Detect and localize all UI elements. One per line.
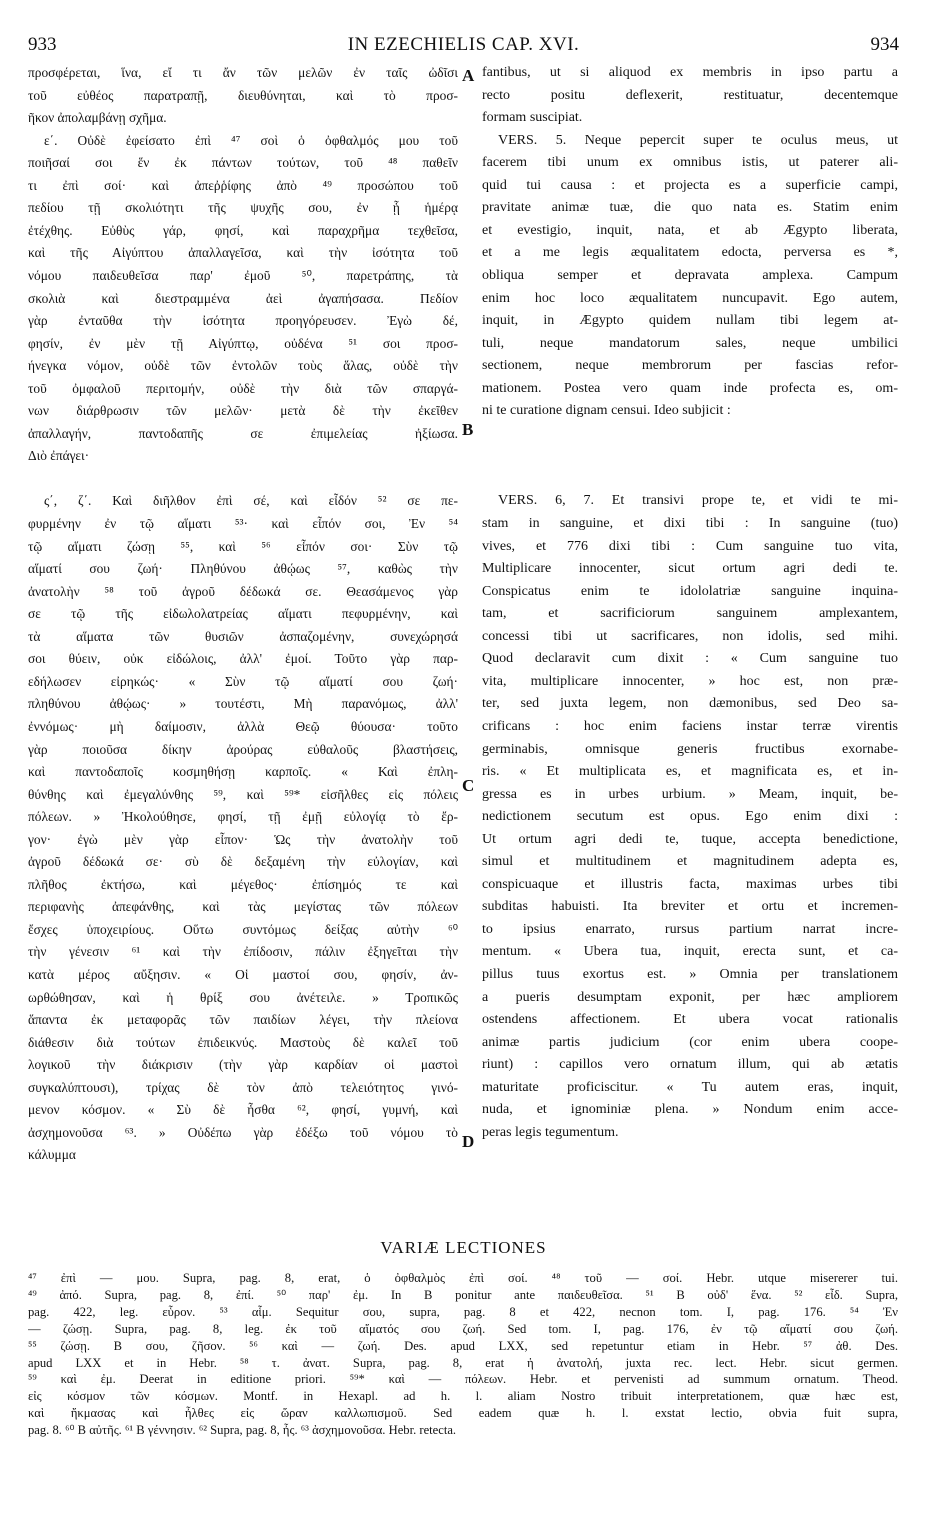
greek-text-line: ἐτέχθης. Εὐθὺς γάρ, φησί, καὶ παραχρῆμα τεχθεῖσα, xyxy=(28,222,458,238)
greek-text-line: ήνεγκα νόμον, οὐδὲ τῶν ἐντολῶν τοὺς ἅλας, οὐδὲ τὴν xyxy=(28,358,458,374)
latin-text-line: maturitate proficiscitur. « Tu autem eras, inquit, xyxy=(482,1079,898,1095)
greek-text-line: συγκαλύπτουσι), τρίχας δὲ τὸν ἀπὸ τελειότητος γινό- xyxy=(28,1079,458,1095)
latin-text-line: nedictionem secutum est opus. Ego enim dixi : xyxy=(482,809,898,825)
page-number-left: 933 xyxy=(28,34,57,55)
greek-text-line: σκολιὰ καὶ διεστραμμένα ἀεὶ ἀγαπήσασα. Πεδίον xyxy=(28,290,458,306)
latin-text-line: a pueris desumptam exponit, per hæc ampliorem xyxy=(482,989,898,1005)
latin-text-line: enim hoc loco æqualitatem nuncupavit. Ego autem, xyxy=(482,290,898,306)
latin-text-line xyxy=(482,445,898,467)
variant-reading-line: — ζώσῃ. Supra, pag. 8, leg. ἐκ τοῦ αἵματός σου ζωή. Sed tom. I, pag. 176, ἐν τῷ αἵματί σου ζωή. xyxy=(28,1321,898,1336)
greek-text-line: φυρμένην ἐν τῷ αἵματι ⁵³· καὶ εἶπόν σοι, Ἐν ⁵⁴ xyxy=(28,516,458,531)
greek-text-line: τοῦ εὐθέος παρατραπῇ, διευθύνηται, καὶ τὸ προσ- xyxy=(28,87,458,103)
variant-reading-line: εἰς κόσμον τῶν κόσμων. Montf. in Hexapl. ad h. l. aliam Nostro tribuit interpretationem, quæ hæc est, xyxy=(28,1389,898,1404)
greek-text-line: ἔσχες ὑποχειρίους. Οὕτω συντόμως δείξας αὐτὴν ⁶⁰ xyxy=(28,921,458,937)
variant-reading-line: ⁴⁷ ἐπὶ — μου. Supra, pag. 8, erat, ὁ ὀφθαλμὸς ἐπὶ σοί. ⁴⁸ τοῦ — σοί. Hebr. utque misererer tui. xyxy=(28,1271,898,1285)
greek-text-line: γὰρ ἐνταῦθα τὴν ἰσότητα προηγόρευσεν. Ἐγὼ δέ, xyxy=(28,313,458,329)
greek-text-line: καὶ τῆς Αἰγύπτου ἀπαλλαγεῖσα, καὶ τὴν ἰσότητα τοῦ xyxy=(28,245,458,261)
greek-text-line: θύνθης καὶ ἐμεγαλύνθης ⁵⁹, καὶ ⁵⁹* εἰσῆλθες εἰς πόλεις xyxy=(28,786,458,802)
greek-text-line: ἀπαλλαγήν, παντοδαπῆς σε ἐπιμελείας ἠξίωσα. xyxy=(28,425,458,441)
latin-text-line: vita, multiplicare innocenter, » hoc est, non præ- xyxy=(482,673,898,689)
latin-text-line xyxy=(482,468,898,490)
latin-text-line: ris. « Et multiplicata es, et magnificata es, et in- xyxy=(482,764,898,780)
greek-text-line xyxy=(28,468,458,490)
greek-text-line: ἀσχημονοῦσα ⁶³. » Οὐδέπω γὰρ ἐδέξω τοῦ νόμου τὸ xyxy=(28,1124,458,1140)
greek-text-line: τὴν γένεσιν ⁶¹ καὶ τὴν ἐπίδοσιν, πάλιν ἐξηγεῖται τὴν xyxy=(28,944,458,960)
latin-text-line: VERS. 5. Neque pepercit super te oculus meus, ut xyxy=(498,132,898,148)
latin-text-line: gressa es in urbes urbium. » Meam, inquit, be- xyxy=(482,786,898,802)
greek-text-line: ποιῆσαί σοι ἕν ἐκ πάντων τούτων, τοῦ ⁴⁸ παθεῖν xyxy=(28,155,458,171)
latin-text-line: obliqua semper et depravata amplexa. Campum xyxy=(482,267,898,283)
margin-letter-a: A xyxy=(462,66,475,85)
margin-letter-d: D xyxy=(462,1132,475,1151)
latin-text-line: sectionem, neque membrorum per fascias refor- xyxy=(482,358,898,374)
latin-text-line: et evestigio, inquit, nata, et ab Ægypto liberata, xyxy=(482,222,898,238)
latin-text-line: vives, et 776 dixi tibi : Cum sanguine tuo vita, xyxy=(482,538,898,554)
latin-text-line: inquit, in Ægypto quidem nullam tibi legem at- xyxy=(482,313,898,329)
greek-text-line: τὰ αἵματα τῶν θυσιῶν ἀσπαζομένην, συνεχώρησά xyxy=(28,628,458,644)
greek-text-line: πόλεων. » Ἠκολούθησε, φησί, τῇ ἐμῇ εὐλογίᾳ τὸ ἔρ- xyxy=(28,809,458,825)
greek-text-line: τοῦ ὀμφαλοῦ περιτομήν, οὐδὲ τὴν διὰ τῶν σπαργά- xyxy=(28,380,458,396)
page-number-right: 934 xyxy=(870,34,899,55)
greek-text-line: κατὰ μέρος αὔξησιν. « Οἱ μαστοί σου, φησίν, ἀν- xyxy=(28,967,458,982)
variant-reading-line: ⁴⁹ ἀπό. Supra, pag. 8, ἐπί. ⁵⁰ παρ' ἐμ. In B ponitur ante παιδευθεῖσα. ⁵¹ B οὐδ' ἕνα. ⁵² εἶδ. Supra, xyxy=(28,1287,898,1302)
greek-text-line: πλῆθος ἐκτήσω, καὶ μέγεθος· ἐπίσημός τε καὶ xyxy=(28,876,458,892)
greek-text-line: τῷ αἵματι ζώσῃ ⁵⁵, καὶ ⁵⁶ εἶπόν σοι· Σὺν τῷ xyxy=(28,538,458,554)
latin-text-line: subditas habuisti. Ita breviter et ortu et incremen- xyxy=(482,899,898,915)
latin-text-line: Multiplicare innocenter, sicut ortum agri dedi te. xyxy=(482,561,898,577)
latin-text-line: nuda, et ignominiæ plena. » Nondum enim acce- xyxy=(482,1102,898,1118)
greek-text-line: αἵματί σου ζωή· Πληθύνου ἀθῴως ⁵⁷, καθὼς τὴν xyxy=(28,561,458,577)
latin-text-line: formam suscipiat. xyxy=(482,110,583,126)
greek-text-line: ς΄, ζ΄. Καὶ διῆλθον ἐπὶ σέ, καὶ εἶδόν ⁵² σε πε- xyxy=(44,493,458,509)
latin-text-line: Quod declaravit cum dixit : « Cum sanguine tuo xyxy=(482,651,898,667)
latin-text-line: animæ partis judicium (cor enim ubera coope- xyxy=(482,1034,898,1050)
latin-text-line: facerem tibi unum ex omnibus istis, ut paterer ali- xyxy=(482,155,898,171)
greek-text-line: ε΄. Οὐδὲ ἐφείσατο ἐπὶ ⁴⁷ σοὶ ὁ ὀφθαλμός μου τοῦ xyxy=(44,132,458,148)
latin-text-line: quid tui causa : et projecta es a superficie campi, xyxy=(482,177,898,193)
latin-text-line: concessi tibi ut sacrificares, non idolis, sed mihi. xyxy=(482,628,898,644)
latin-text-line: peras legis tegumentum. xyxy=(482,1124,619,1140)
latin-text-line: conspicuaque et illustris facta, maximas urbes tibi xyxy=(482,876,898,892)
running-header xyxy=(28,34,899,60)
variant-reading-line: apud LXX et in Hebr. ⁵⁸ τ. ἀνατ. Supra, pag. 8, erat ἡ ἀνατολή, juxta rec. lect. Hebr. sicut germen. xyxy=(28,1355,898,1370)
variant-reading-line: pag. 8. ⁶⁰ B αὐτῆς. ⁶¹ B γέννησιν. ⁶² Supra, pag. 8, ἦς. ⁶³ ἀσχημονοῦσα. Hebr. retecta. xyxy=(28,1423,457,1438)
greek-text-line: μενον κόσμον. « Σὺ δὲ ἦσθα ⁶², φησί, γυμνή, καὶ xyxy=(28,1102,458,1118)
greek-text-line: κάλυμμα xyxy=(28,1147,76,1163)
greek-text-line: ῆκον ἀπολαμβάνῃ σχῆμα. xyxy=(28,110,167,126)
greek-text-line: ἐννόμως· μὴ δαίμοσιν, ἀλλὰ Θεῷ θύουσα· τοῦτο xyxy=(28,718,458,734)
latin-text-line: crificans : hoc enim faciens instar terræ virentis xyxy=(482,718,898,734)
greek-text-line: περιφανὴς ἀπεφάνθης, καὶ τὰς μεγίστας τῶν πόλεων xyxy=(28,899,458,915)
latin-text-line: tam, et sacrificiorum sanguinem amplexantem, xyxy=(482,606,898,622)
latin-text-line: stam in sanguine, et dixi tibi : In sanguine (tuo) xyxy=(482,516,898,531)
latin-text-line: ni te curatione dignam censui. Ideo subjicit : xyxy=(482,403,731,419)
margin-letter-c: C xyxy=(462,776,475,795)
greek-text-line: καὶ παντοδαποῖς κοσμηθήσῃ καρποῖς. « Καὶ ἐπλη- xyxy=(28,764,458,780)
latin-text-line: recto positu deflexerit, restituatur, decentemque xyxy=(482,87,898,103)
latin-text-line: simul et multitudinem et magnitudinem adepta es, xyxy=(482,854,898,870)
latin-text-line: VERS. 6, 7. Et transivi prope te, et vidi te mi- xyxy=(498,493,898,509)
latin-text-line: fantibus, ut si aliquod ex membris in ipso partu a xyxy=(482,65,898,80)
latin-text-line: pravitate animæ tuæ, die quo nata es. Statim enim xyxy=(482,200,898,216)
latin-text-line: mationem. Postea vero quam inde profecta es, om- xyxy=(482,380,898,396)
latin-text-line xyxy=(482,423,898,445)
latin-text-line: Conspicatus enim te idololatriæ sanguine inquina- xyxy=(482,583,898,599)
greek-text-line: εδήλωσεν εἰρηκώς· « Σὺν τῷ αἵματί σου ζωή· xyxy=(28,673,458,689)
latin-text-line: ter, sed juxta legem, non dæmonibus, sed Deo sa- xyxy=(482,696,898,712)
greek-text-line: γον· ἐγὼ μὲν γὰρ εἶπον· Ὡς τὴν ἀνατολὴν τοῦ xyxy=(28,831,458,847)
latin-text-line: ostendens affectionem. Et ubera vocat rationalis xyxy=(482,1012,898,1028)
greek-text-line: γὰρ ποιοῦσα δίκην ἀρούρας εὐθαλοῦς βλαστήσεις, xyxy=(28,741,458,757)
greek-text-line: ωρθώθησαν, καὶ ἡ θρίξ σου ἀνέτειλε. » Τροπικῶς xyxy=(28,989,458,1005)
latin-text-line: pillus tuus exortus est. » Omnia per translationem xyxy=(482,967,898,982)
latin-text-line: et a me legis æqualitatem edocta, perversa es *, xyxy=(482,245,898,261)
greek-text-line: ἀγροῦ δέδωκά σε· σὺ δὲ δεξαμένη τὴν εὐλογίαν, καὶ xyxy=(28,854,458,870)
latin-text-line: tuli, neque mandatorum sales, neque umbilici xyxy=(482,335,898,351)
variant-reading-line: ⁵⁵ ζώσῃ. B σου, ζῆσον. ⁵⁶ καὶ — ζωή. Des. apud LXX, sed repetuntur etiam in Hebr. ⁵⁷ ἀθ. Des. xyxy=(28,1338,898,1353)
latin-text-line: mentum. « Ubera tua, inquit, erecta sunt, et ca- xyxy=(482,944,898,960)
greek-text-line: σε τῷ τῆς εἰδωλολατρείας αἵματι πεφυρμένην, καὶ xyxy=(28,606,458,622)
variant-reading-line: καὶ ἤκμασας καὶ ἦλθες εἰς ὥραν καλλωπισμοῦ. Sed eadem quæ h. l. exstat lectio, obvia fuit supra, xyxy=(28,1406,898,1421)
latin-text-line: to ipsius enarrato, rursus partium narrat incre- xyxy=(482,921,898,937)
latin-text-line: germinabis, omnisque generis fructibus exornabe- xyxy=(482,741,898,757)
greek-text-line: νόμου παιδευθεῖσα παρ' ἐμοῦ ⁵⁰, παρετράπης, τὰ xyxy=(28,267,458,283)
greek-text-line: λογικοῦ τὴν διάκρισιν (τὴν γὰρ καρδίαν οἱ μαστοὶ xyxy=(28,1057,458,1073)
greek-text-line: φησίν, ἐν μὲν τῇ Αἰγύπτῳ, οὐδένα ⁵¹ σοι προσ- xyxy=(28,335,458,351)
greek-text-line: προσφέρεται, ἵνα, εἴ τι ἄν τῶν μελῶν ἐν ταῖς ὠδῖσι xyxy=(28,65,458,80)
greek-text-line: ἅπαντα ἐκ μεταφορᾶς τῶν παιδίων λέγει, τὴν πλείονα xyxy=(28,1012,458,1028)
greek-text-line: νων διάρθρωσιν τῶν μελῶν· μετὰ δὲ τὴν ἐκεῖθεν xyxy=(28,403,458,419)
greek-text-line: ἀνατολὴν ⁵⁸ τοῦ ἀγροῦ δέδωκά σε. Θεασάμενος γὰρ xyxy=(28,583,458,599)
greek-text-line: τι ἐπὶ σοί· καὶ ἀπεῤῥίφης ἀπὸ ⁴⁹ προσώπου τοῦ xyxy=(28,177,458,193)
greek-text-line: πεδίου τῇ σκολιότητι τῆς ψυχῆς σου, ἐν ᾗ ἡμέρᾳ xyxy=(28,200,458,216)
greek-text-line: διάθεσιν διὰ τούτων ἐπιδεικνύς. Μαστοὺς δὲ καλεῖ τοῦ xyxy=(28,1034,458,1050)
margin-letter-b: B xyxy=(462,420,474,439)
latin-text-line: riunt) : capillos vero ornatum illum, qui ab ætatis xyxy=(482,1057,898,1073)
greek-text-line: σοι θύειν, οὐκ εἰδώλοις, ἀλλ' ἐμοί. Τοῦτο γὰρ παρ- xyxy=(28,651,458,667)
variant-reading-line: ⁵⁹ καὶ ἐμ. Deerat in editione priori. ⁵⁹* καὶ — πόλεων. Hebr. et pervenisti ad summum ornatum. Theod. xyxy=(28,1372,898,1387)
variant-reading-line: pag. 422, leg. εὗρον. ⁵³ αἷμ. Sequitur σου, supra, pag. 8 et 422, necnon tom. I, pag. 176. ⁵⁴ Ἐν xyxy=(28,1304,898,1319)
greek-text-line: πληθύνου ἀθῴως· » τουτέστι, Μὴ παρανόμως, ἀλλ' xyxy=(28,696,458,712)
greek-text-line: Διὸ ἐπάγει· xyxy=(28,448,90,464)
variae-lectiones-heading: VARIÆ LECTIONES xyxy=(380,1238,547,1257)
running-title: IN EZECHIELIS CAP. XVI. xyxy=(347,34,580,55)
latin-text-line: Ut ortum agri dedi te, tuque, accepta benedictione, xyxy=(482,831,898,847)
